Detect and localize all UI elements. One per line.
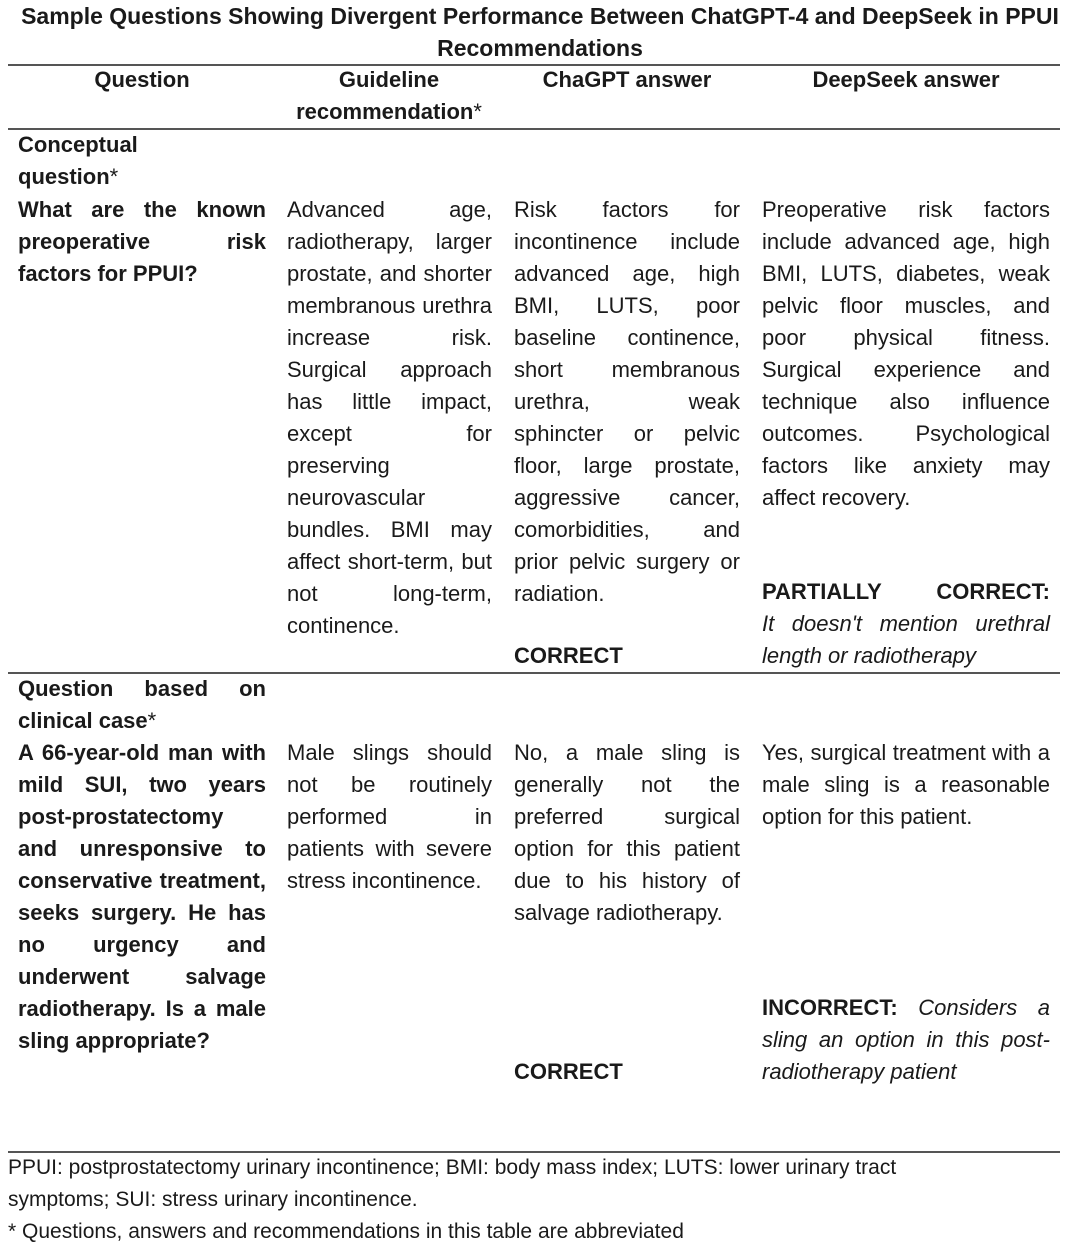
- row2-question: A 66-year-old man with mild SUI, two years post-prostatectomy and unresponsive to conservative treatment, seeks surgery. He has no urgency and underwent salvage radiotherapy. Is a male sling appropriate?: [18, 740, 266, 1053]
- row1-deepseek-note: It doesn't mention urethral length or radiotherapy: [762, 611, 1050, 668]
- header-deepseek: DeepSeek answer: [812, 67, 1000, 92]
- row2-deepseek: Yes, surgical treatment with a male sling is a reasonable option for this patient.: [762, 740, 1050, 829]
- row2-guideline: Male slings should not be routinely performed in patients with severe stress incontinence.: [287, 740, 492, 893]
- row2-chatgpt-verdict: CORRECT: [514, 1059, 623, 1084]
- header-guideline-line1: Guideline: [338, 67, 440, 92]
- header-question: Question: [94, 67, 190, 92]
- row1-deepseek-verdict: PARTIALLY CORRECT:: [762, 579, 1050, 604]
- row1-deepseek: Preoperative risk factors include advanced age, high BMI, LUTS, diabetes, weak pelvic floor muscles, and poor physical fitness. Surgical experience and technique also influence outcomes. Psychological factors like anxiety may affect recovery.: [762, 197, 1050, 510]
- row2-deepseek-verdict: INCORRECT:: [762, 995, 898, 1020]
- row1-chatgpt: Risk factors for incontinence include advanced age, high BMI, LUTS, poor baseline continence, short membranous urethra, weak sphincter or pelvic floor, large prostate, aggressive cancer, comorbidities, and prior pelvic surgery or radiation.: [514, 197, 740, 606]
- row2-chatgpt: No, a male sling is generally not the preferred surgical option for this patient due to his history of salvage radiotherapy.: [514, 740, 740, 925]
- row1-guideline: Advanced age, radiotherapy, larger prostate, and shorter membranous urethra increase risk. Surgical approach has little impact, except for preserving neurovascular bundles. BMI may affect short-term, but not long-term, continence.: [287, 197, 492, 638]
- row1-question: What are the known preoperative risk factors for PPUI?: [18, 197, 266, 286]
- footnote-abbreviations: PPUI: postprostatectomy urinary incontinence; BMI: body mass index; LUTS: lower urinary tract symptoms; SUI: stress urinary incontinence.: [8, 1156, 897, 1211]
- table-title: Sample Questions Showing Divergent Performance Between ChatGPT-4 and DeepSeek in PPUI Recommendations: [21, 3, 1059, 61]
- row2-deepseek-note: Considers a sling an option in this post-radiotherapy patient: [762, 995, 1050, 1084]
- header-guideline: [284, 64, 494, 128]
- footnote-abbreviated-note: * Questions, answers and recommendations in this table are abbreviated: [8, 1220, 684, 1243]
- header-guideline-line2: recommendation*: [296, 99, 482, 124]
- section-label-clinical: Question based on clinical case*: [18, 676, 266, 733]
- header-chatgpt: ChaGPT answer: [542, 67, 712, 92]
- section-label-conceptual: Conceptual question*: [18, 132, 138, 189]
- row1-chatgpt-verdict: CORRECT: [514, 643, 623, 668]
- row2-deepseek-verdict-block: [762, 992, 1050, 1088]
